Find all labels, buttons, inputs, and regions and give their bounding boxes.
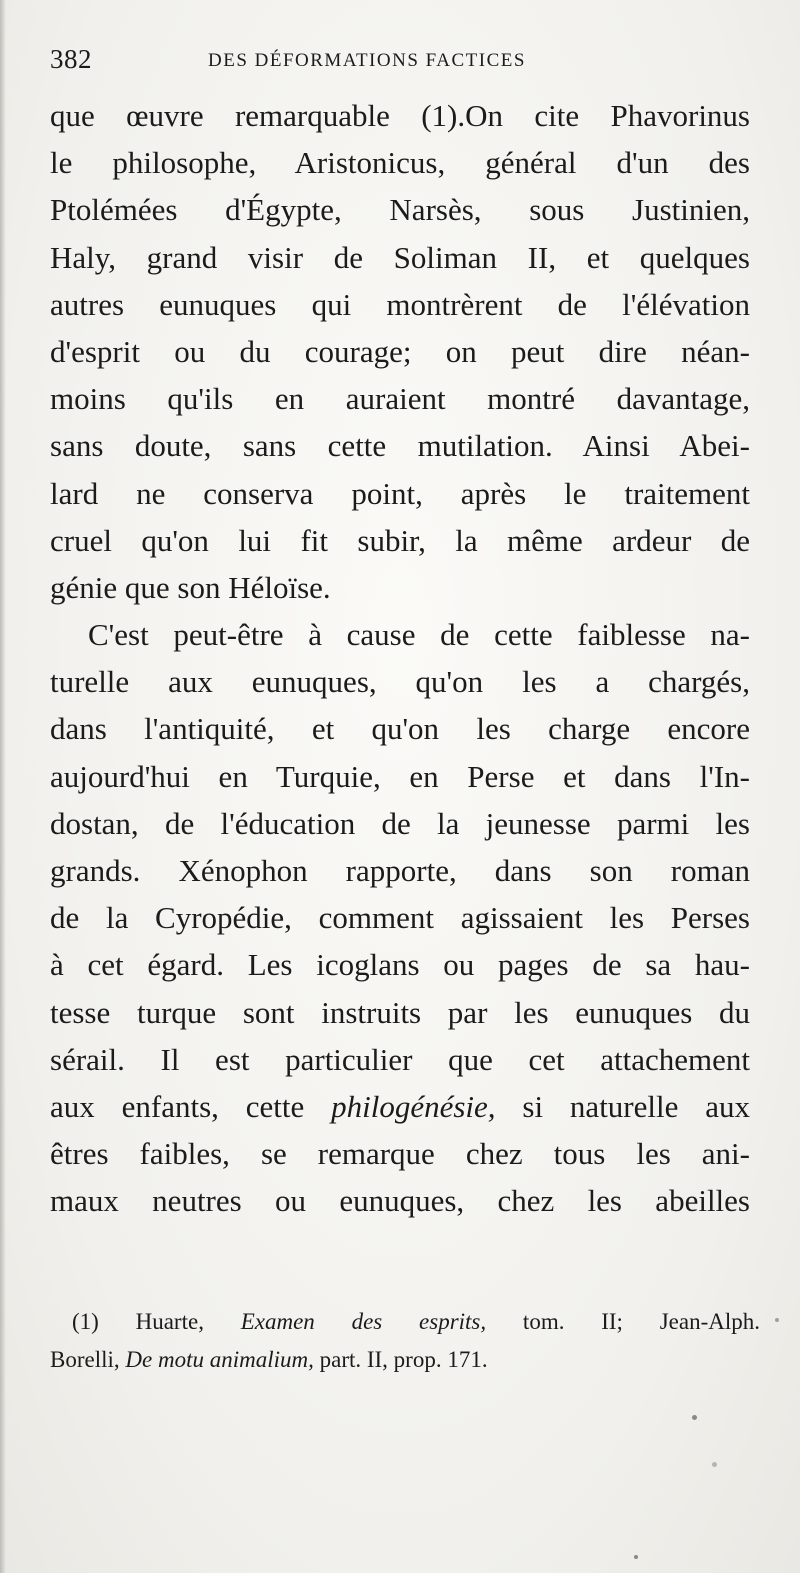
page-header bbox=[50, 44, 750, 80]
text-line: maux neutres ou eunuques, chez les abeilles bbox=[50, 1183, 750, 1219]
text-line: dostan, de l'éducation de la jeunesse parmi les bbox=[50, 805, 750, 841]
italic-term: philogénésie, bbox=[331, 1088, 496, 1124]
footnote-line bbox=[50, 1303, 760, 1341]
text-line: autres eunuques qui montrèrent de l'élévation bbox=[50, 286, 750, 322]
text-line: lard ne conserva point, après le traitement bbox=[50, 475, 750, 511]
text-line: le philosophe, Aristonicus, général d'un des bbox=[50, 145, 750, 181]
text-line: tesse turque sont instruits par les eunuques du bbox=[50, 994, 750, 1030]
text-line: que œuvre remarquable (1).On cite Phavorinus bbox=[50, 98, 750, 133]
footnote-text: tom. II; Jean-Alph. bbox=[486, 1309, 760, 1334]
footnote-italic: De motu animalium, bbox=[125, 1347, 314, 1372]
text-line: Ptolémées d'Égypte, Narsès, sous Justinien, bbox=[50, 192, 750, 228]
text-line bbox=[50, 1083, 750, 1130]
paragraph-end-line: génie que son Héloïse. bbox=[50, 569, 331, 605]
text-line: cruel qu'on lui fit subir, la même ardeur de bbox=[50, 522, 750, 558]
text-line: de la Cyropédie, comment agissaient les Perses bbox=[50, 900, 750, 936]
footnote-text: Huarte, bbox=[98, 1309, 241, 1334]
text-line: grands. Xénophon rapporte, dans son roman bbox=[50, 853, 750, 888]
footnote-text: part. II, prop. 171. bbox=[313, 1347, 488, 1372]
text-line: sans doute, sans cette mutilation. Ainsi Abei- bbox=[50, 428, 750, 464]
paper-speck bbox=[712, 1462, 717, 1467]
text-line: Haly, grand visir de Soliman II, et quelques bbox=[50, 239, 750, 275]
text-line: sérail. Il est particulier que cet attachement bbox=[50, 1041, 750, 1077]
paragraph-start-line: C'est peut-être à cause de cette faiblesse na- bbox=[88, 617, 750, 653]
text-line: à cet égard. Les icoglans ou pages de sa hau- bbox=[50, 947, 750, 983]
footnote-marker: (1) bbox=[72, 1309, 99, 1334]
text-line: d'esprit ou du courage; on peut dire néan- bbox=[50, 333, 750, 369]
running-title: DES DÉFORMATIONS FACTICES bbox=[208, 50, 526, 71]
text-line: turelle aux eunuques, qu'on les a chargés, bbox=[50, 664, 750, 700]
footnote-italic: Examen des esprits, bbox=[240, 1309, 487, 1334]
text-line: dans l'antiquité, et qu'on les charge encore bbox=[50, 711, 750, 747]
paper-speck bbox=[775, 1318, 779, 1322]
text-line: aujourd'hui en Turquie, en Perse et dans l'In- bbox=[50, 758, 750, 794]
footnote-line bbox=[50, 1341, 760, 1379]
text-line: êtres faibles, se remarque chez tous les ani- bbox=[50, 1136, 750, 1172]
text-line: moins qu'ils en auraient montré davantage, bbox=[50, 381, 750, 417]
text-run: aux enfants, cette bbox=[50, 1088, 332, 1124]
footnote bbox=[50, 1303, 760, 1379]
footnote-text: Borelli, bbox=[50, 1347, 126, 1372]
text-run: si naturelle aux bbox=[495, 1088, 750, 1124]
paper-speck bbox=[692, 1415, 697, 1420]
body-text bbox=[50, 92, 750, 1225]
page-number: 382 bbox=[50, 44, 92, 74]
page-edge-shadow bbox=[0, 0, 6, 1573]
paper-speck bbox=[634, 1555, 638, 1559]
